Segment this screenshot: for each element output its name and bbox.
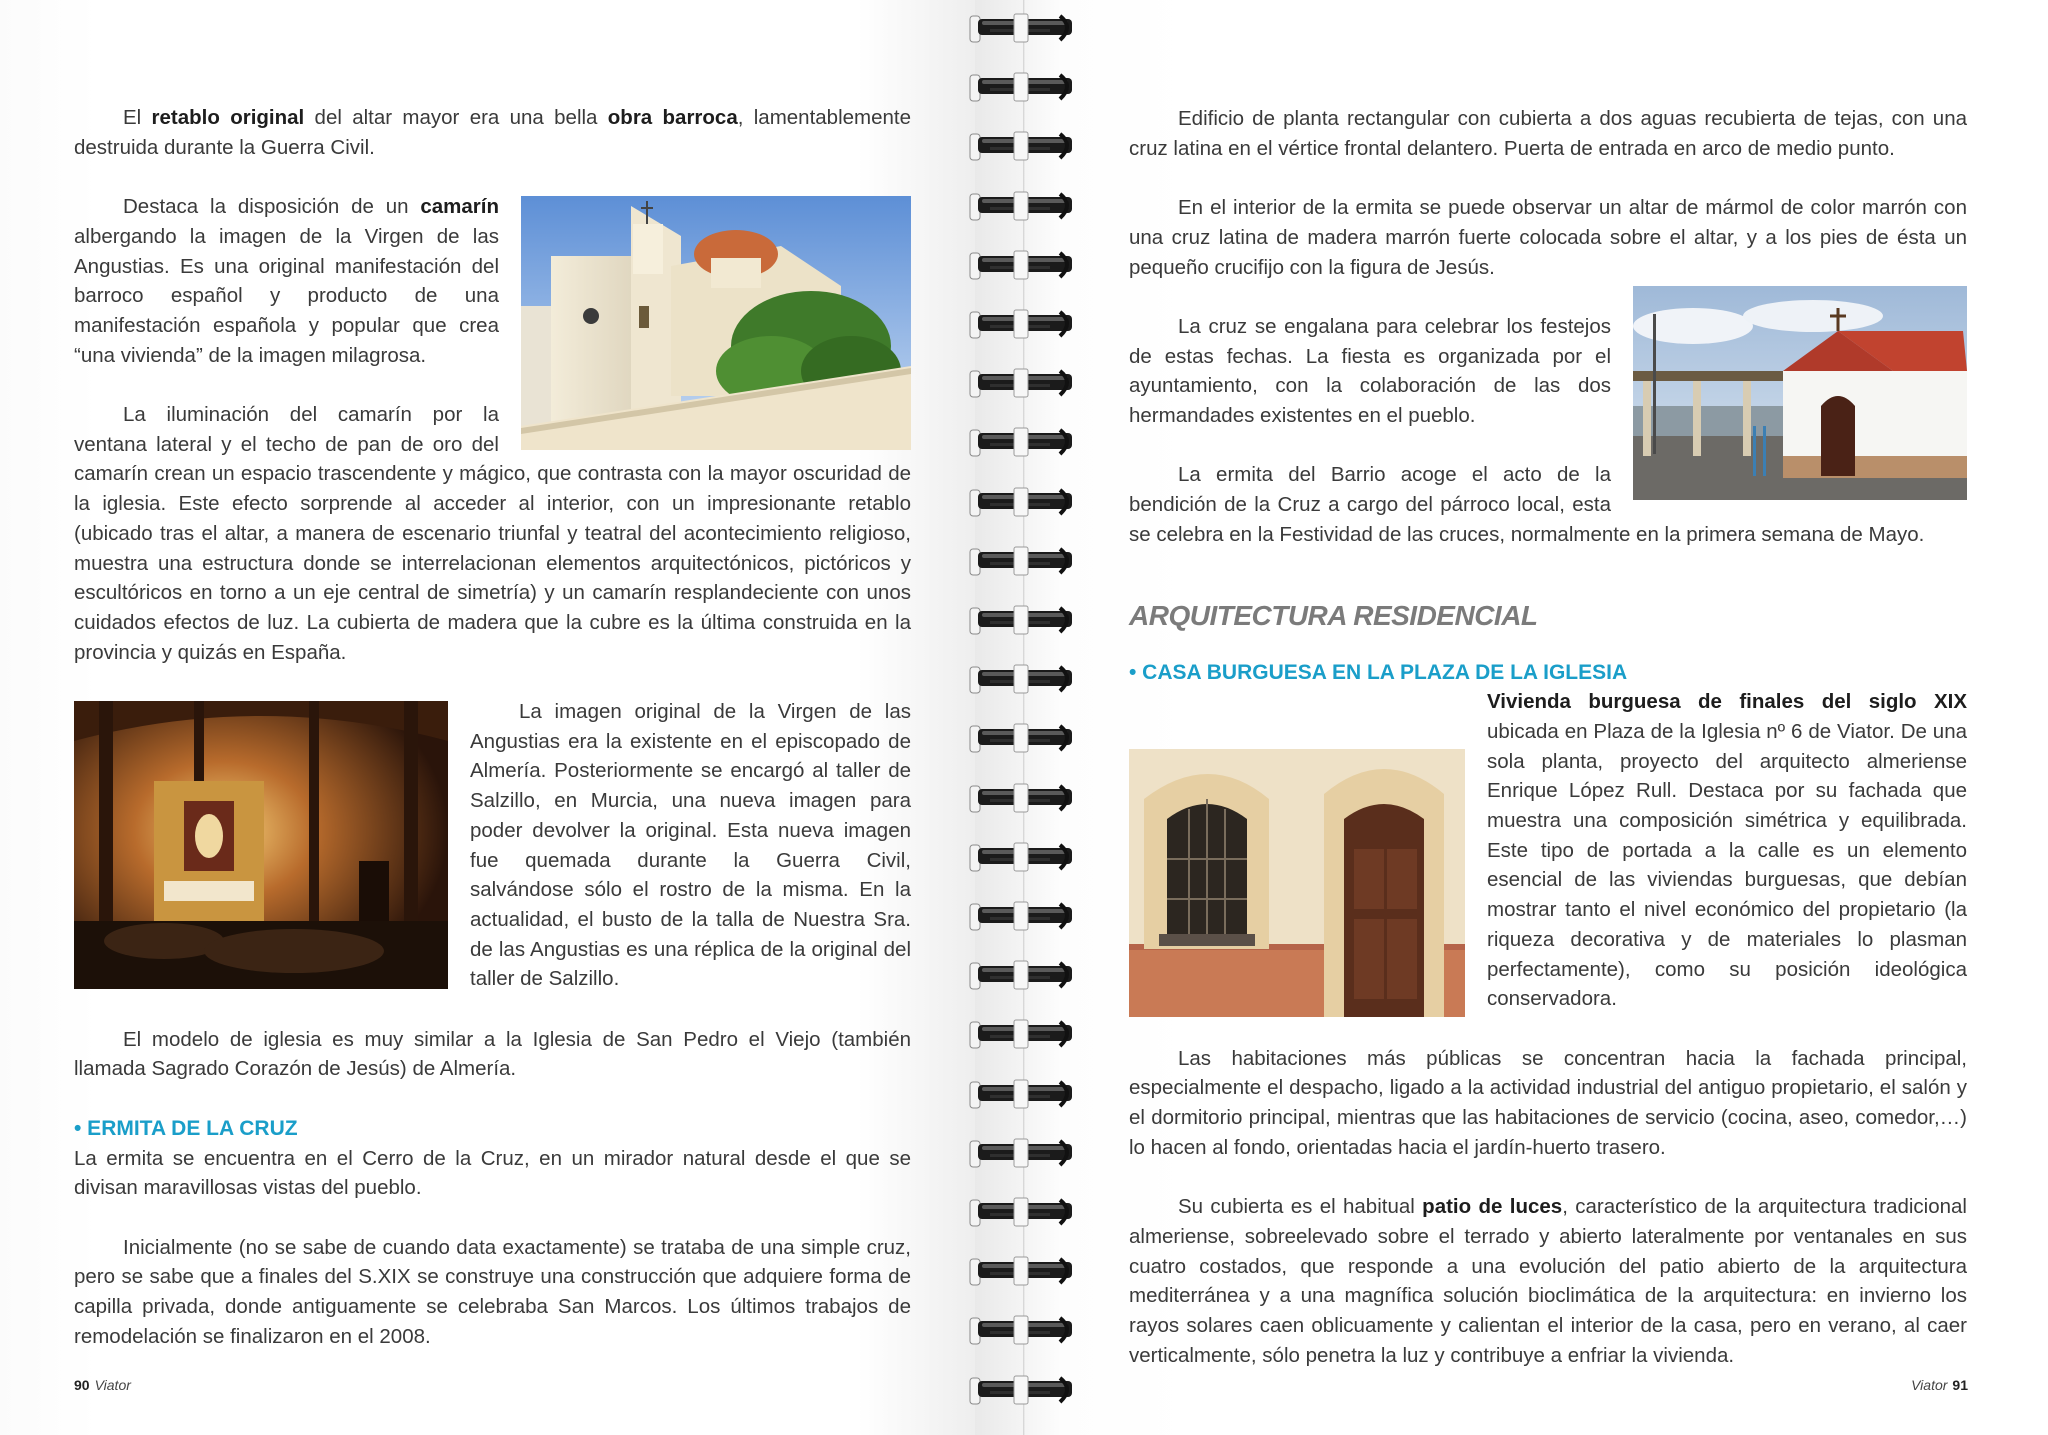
paragraph-cruz-engalana: La cruz se engalana para celebrar los festejos de estas fechas. La fiesta es organizada por el ayuntamiento, con la colaboración de las dos hermandades existentes en el pueblo. xyxy=(1129,314,1611,427)
spiral-coil xyxy=(968,957,1076,993)
spiral-coil xyxy=(968,1016,1076,1052)
ermita-photo xyxy=(1633,286,1967,500)
spiral-coil xyxy=(968,247,1076,283)
bold-retablo-original: retablo original xyxy=(151,106,305,129)
spiral-coil xyxy=(968,188,1076,224)
spiral-coil xyxy=(968,484,1076,520)
spiral-coil xyxy=(968,720,1076,756)
paragraph-interior-ermita: En el interior de la ermita se puede observar un altar de mármol de color marrón con una cruz latina de madera marrón fuerte colocada sobre el altar, y a los pies de ésta un pequeño crucifijo con la figura de Jesús. xyxy=(1129,196,1967,279)
spiral-binding xyxy=(968,0,1076,1435)
paragraph-inicialmente: Inicialmente (no se sabe de cuando data exactamente) se trataba de una simple cruz, pero se sabe que a finales del S.XIX se construye una construcción que adquiere forma de capilla privada, donde antiguamente se celebraba San Marcos. Los últimos trabajos de remodelación se finalizaron en el 2008. xyxy=(74,1235,911,1348)
paragraph-ermita: La ermita se encuentra en el Cerro de la Cruz, en un mirador natural desde el que se divisan maravillosas vistas del pueblo. xyxy=(74,1146,911,1200)
paragraph-cubierta xyxy=(1129,1192,1967,1370)
right-page xyxy=(975,0,2048,1435)
section-heading-ermita: • ERMITA DE LA CRUZ xyxy=(74,1116,298,1140)
spiral-coil xyxy=(968,780,1076,816)
text-run: , lamentablemente destruida durante la Guerra Civil. xyxy=(74,106,912,159)
spiral-coil xyxy=(968,661,1076,697)
spiral-coil xyxy=(968,424,1076,460)
bold-vivienda-burguesa: Vivienda burguesa de finales del siglo XIX xyxy=(1487,690,1967,714)
left-page xyxy=(0,0,975,1435)
paragraph-edificio: Edificio de planta rectangular con cubierta a dos aguas recubierta de tejas, con una cruz latina en el vértice frontal delantero. Puerta de entrada en arco de medio punto. xyxy=(1129,107,1967,160)
text-run: , característico de la arquitectura tradicional almeriense, sobreelevado sobre el terrado y abierto lateralmente por ventanales en sus cuatro costados, que responde a una evolución del patio abierto de la arquitectura mediterránea y a una magnífica solución bioclimática de la arquitectura: en invierno los rayos solares caen oblicuamente y calientan el interior de la casa, pero en verano, al caer verticalmente, sólo penetra la luz y contribuye a enfriar la vivienda. xyxy=(1129,1195,1967,1367)
spiral-coil xyxy=(968,1135,1076,1171)
heading-arquitectura-residencial: ARQUITECTURA RESIDENCIAL xyxy=(1129,599,1538,631)
bold-obra-barroca: obra barroca xyxy=(607,106,738,129)
text-run: del altar mayor era una bella xyxy=(304,106,608,129)
page-number-left: 90 xyxy=(74,1377,90,1393)
spiral-coil xyxy=(968,128,1076,164)
church-exterior-photo xyxy=(521,196,911,450)
spiral-coil xyxy=(968,1194,1076,1230)
paragraph-iluminacion: La iluminación del camarín por la ventana lateral y el techo de pan de oro del camarín crean un espacio trascendente y mágico, que contrasta con la mayor oscuridad de la iglesia. Este efecto sorprende al acceder al interior, con un impresionante retablo (ubicado tras el altar, a manera de escenario triunfal y teatral del acontecimiento religioso, muestra una estructura donde se interrelacionan elementos arquitectónicos, pictóricos y escultóricos en torno a un eje central de simetría) y un camarín resplandeciente con unos cuidados efectos de luz. La cubierta de madera que la cubre es la última construida en la provincia y quizás en España. xyxy=(74,403,911,664)
spiral-coil xyxy=(968,839,1076,875)
spiral-coil xyxy=(968,1372,1076,1408)
spiral-coil xyxy=(968,1076,1076,1112)
spiral-coil xyxy=(968,1312,1076,1348)
spiral-coil xyxy=(968,898,1076,934)
text-run: ubicada en Plaza de la Iglesia nº 6 de Viator. De una sola planta, proyecto del arquitecto almeriense Enrique López Rull. Destaca por su fachada que muestra una composición simétrica y equilibrada. Este tipo de portada a la calle es un elemento esencial de las viviendas burguesas, que debían mostrar tanto el nivel económico del propietario (la riqueza decorativa y de materiales lo plasman perfectamente), como su posición ideológica conservadora. xyxy=(1487,719,1967,1011)
paragraph-habitaciones: Las habitaciones más públicas se concentran hacia la fachada principal, especialmente el despacho, ligado a la actividad industrial del antiguo propietario, el salón y el dormitorio principal, mientras que las habitaciones de servicio (cocina, aseo, comedor,…) lo hacen al fondo, orientadas hacia el jardín-huerto trasero. xyxy=(1129,1046,1967,1159)
text-run: El xyxy=(123,106,152,129)
spiral-coil xyxy=(968,69,1076,105)
spiral-coil xyxy=(968,602,1076,638)
running-title-left: Viator xyxy=(94,1377,131,1393)
spiral-coil xyxy=(968,543,1076,579)
paragraph-modelo-iglesia: El modelo de iglesia es muy similar a la Iglesia de San Pedro el Viejo (también llamada Sagrado Corazón de Jesús) de Almería. xyxy=(74,1027,911,1081)
text-run: Destaca la disposición de un xyxy=(123,195,421,219)
right-page-text-column xyxy=(1129,104,1967,1370)
text-run: Su cubierta es el habitual xyxy=(1178,1195,1423,1219)
bold-camarin: camarín xyxy=(420,195,499,219)
spiral-coil xyxy=(968,1253,1076,1289)
spiral-coil xyxy=(968,306,1076,342)
left-page-text-column xyxy=(74,103,911,1351)
church-interior-photo xyxy=(74,701,448,989)
folio-left xyxy=(74,1377,131,1393)
folio-right xyxy=(1911,1377,1968,1393)
running-title-right: Viator xyxy=(1911,1377,1948,1393)
paragraph-retablo xyxy=(74,103,911,162)
paragraph-ermita-barrio: La ermita del Barrio acoge el acto de la bendición de la Cruz a cargo del párroco local, esta se celebra en la Festividad de las cruces, normalmente en la primera semana de Mayo. xyxy=(1129,463,1925,546)
spiral-coil xyxy=(968,10,1076,46)
page-number-right: 91 xyxy=(1952,1377,1968,1393)
casa-burguesa-facade-photo xyxy=(1129,749,1465,1017)
spiral-coil xyxy=(968,365,1076,401)
text-run: albergando la imagen de la Virgen de las Angustias. Es una original manifestación del barroco español y producto de una manifestación española y popular que crea “una vivienda” de la imagen milagrosa. xyxy=(74,224,499,367)
paragraph-imagen-original: La imagen original de la Virgen de las Angustias era la existente en el episcopado de Almería. Posteriormente se encargó al taller de Salzillo, en Murcia, una nueva imagen para poder devolver la original. Esta nueva imagen fue quemada durante la Guerra Civil, salvándose sólo el rostro de la misma. En la actualidad, el busto de la talla de Nuestra Sra. de las Angustias es una réplica de la original del taller de Salzillo. xyxy=(470,700,911,991)
bold-patio-de-luces: patio de luces xyxy=(1422,1195,1563,1219)
section-heading-casa-burguesa: • CASA BURGUESA EN LA PLAZA DE LA IGLESIA xyxy=(1129,660,1628,684)
